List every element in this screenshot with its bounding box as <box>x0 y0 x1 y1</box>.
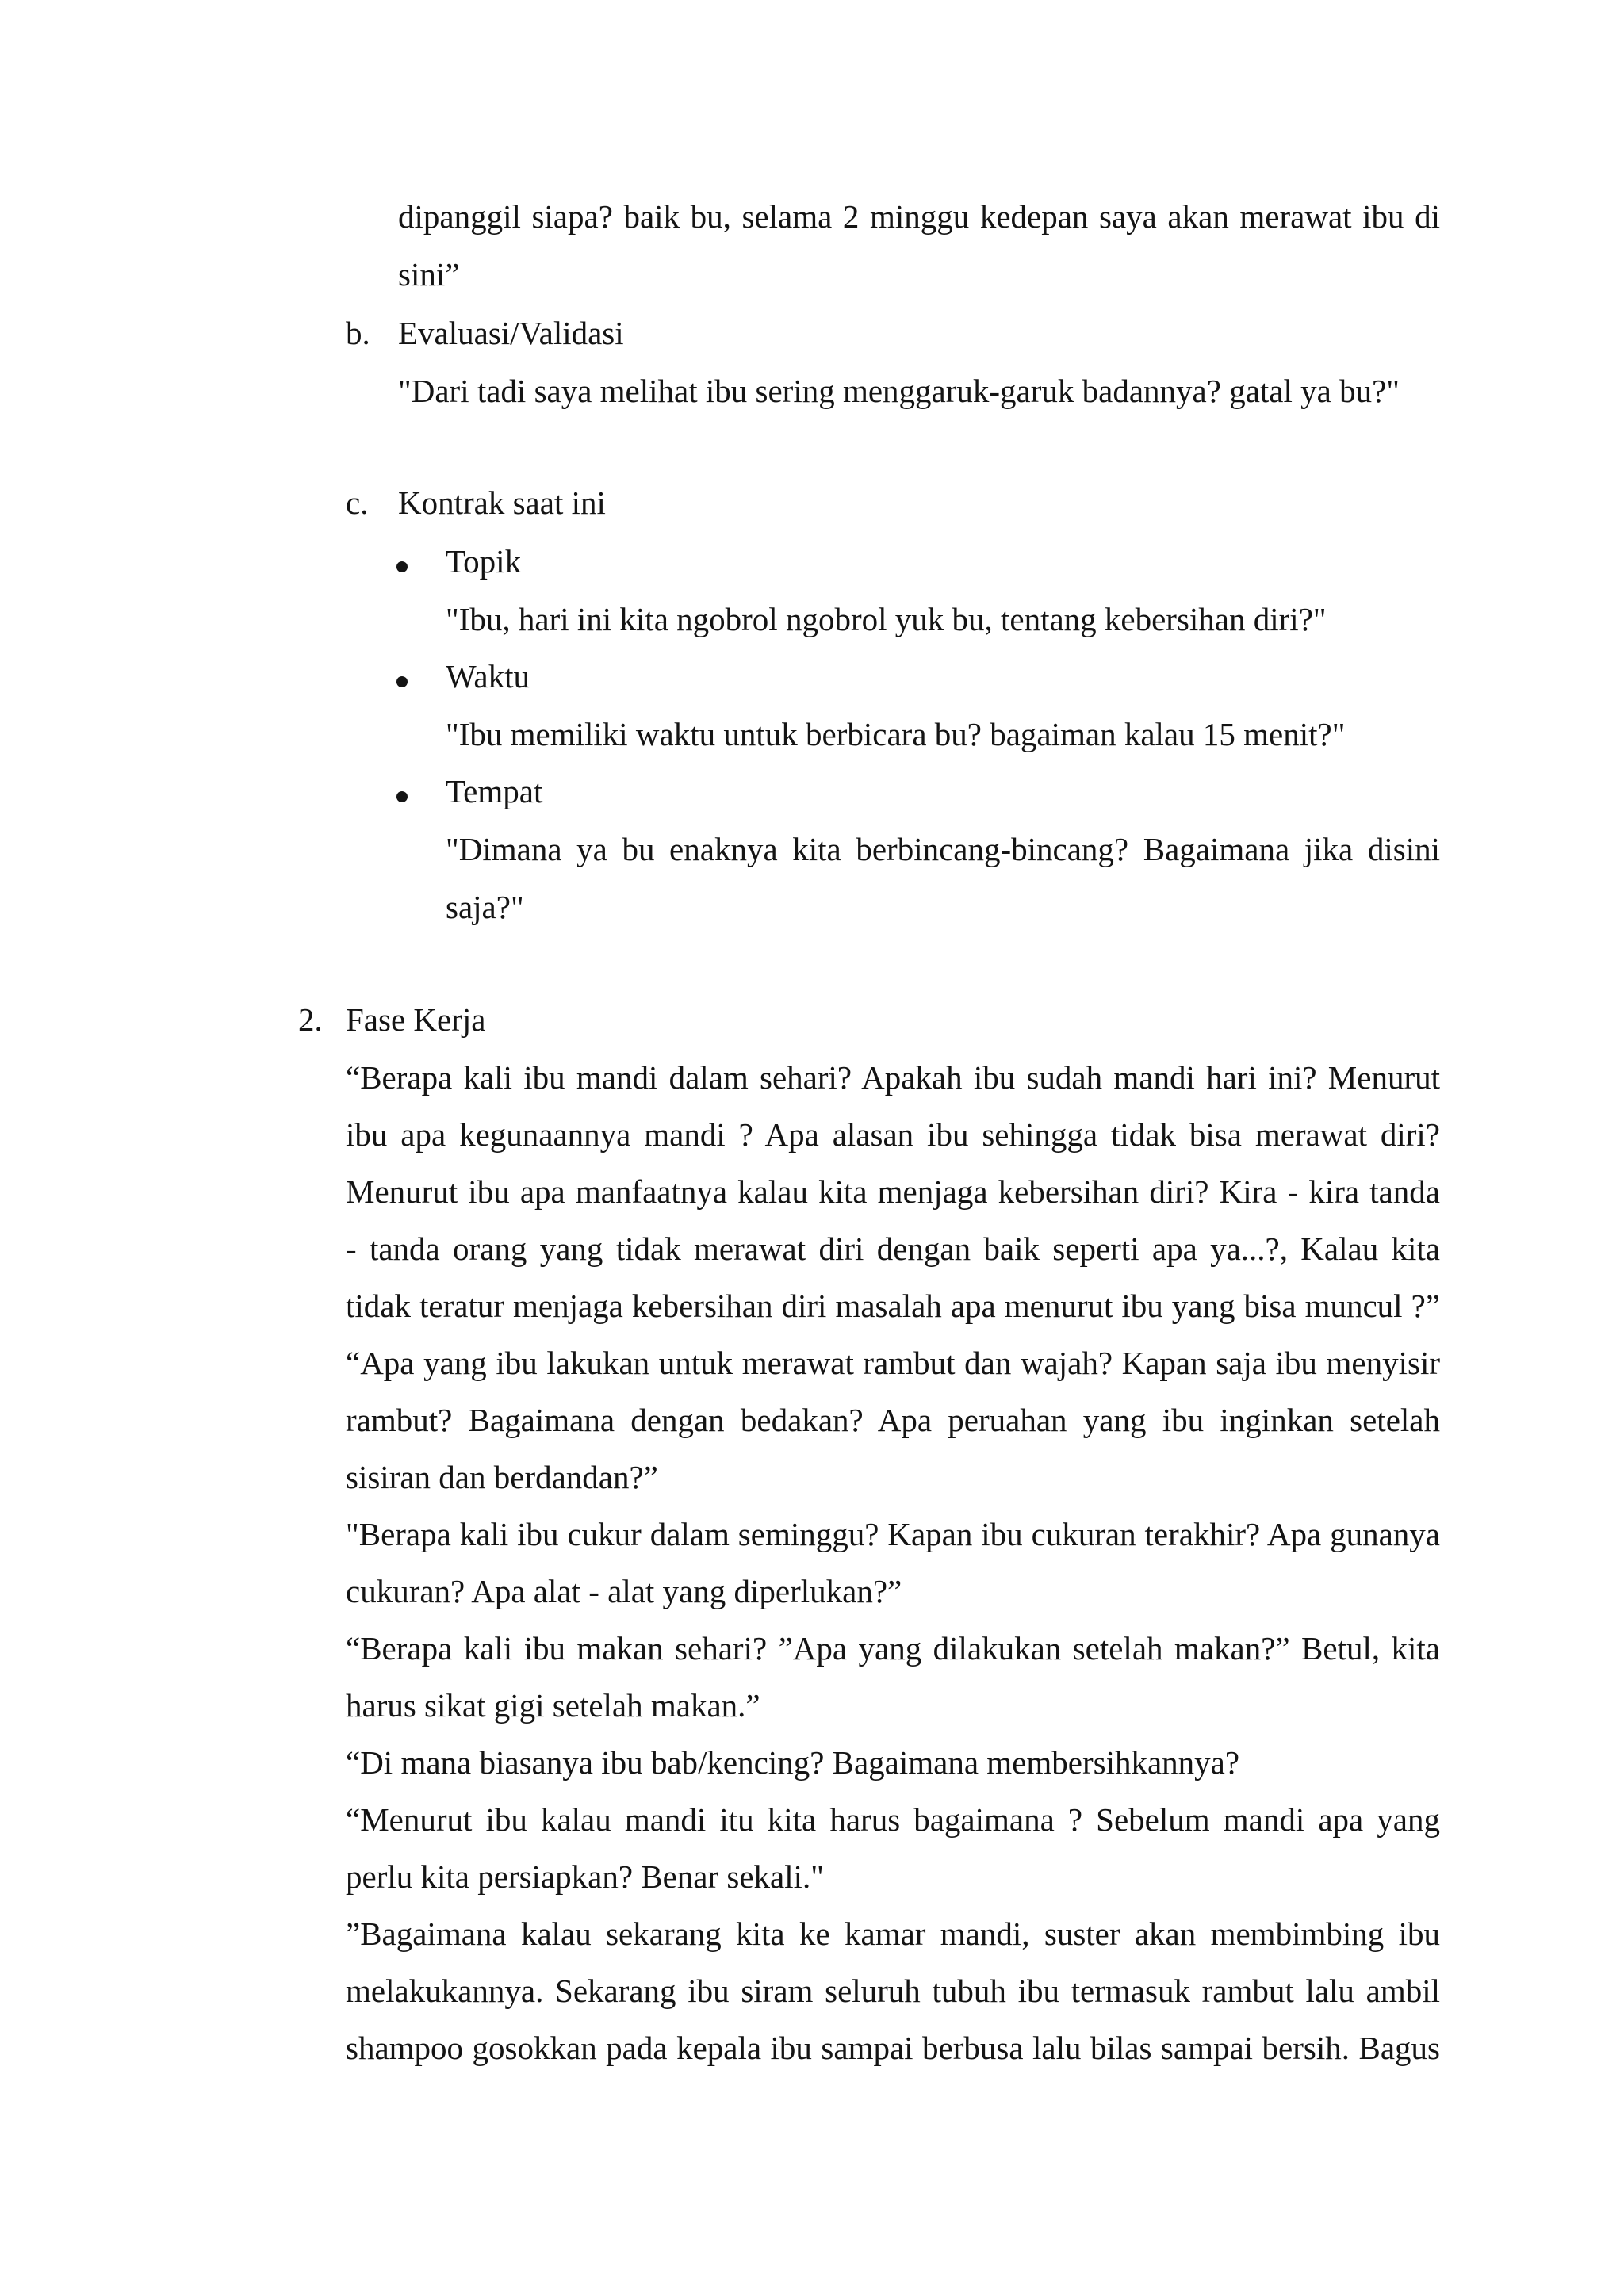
bullet-waktu-text: "Ibu memiliki waktu untuk berbicara bu? bagaiman kalau 15 menit?" <box>446 716 1346 752</box>
body-line: perlu kita persiapkan? Benar sekali." <box>346 1858 825 1895</box>
bullet-waktu-heading: Waktu <box>446 658 530 695</box>
body-line: “Di mana biasanya ibu bab/kencing? Bagaimana membersihkannya? <box>346 1744 1240 1781</box>
bullet-topik-heading: Topik <box>446 543 522 580</box>
item-c-heading: Kontrak saat ini <box>398 484 606 521</box>
body-line: Menurut ibu apa manfaatnya kalau kita menjaga kebersihan diri? Kira - kira tanda <box>346 1173 1440 1210</box>
item-b-text: "Dari tadi saya melihat ibu sering menggaruk-garuk badannya? gatal ya bu?" <box>398 373 1400 409</box>
bullet-icon <box>396 791 408 802</box>
body-line: sisiran dan berdandan?” <box>346 1459 658 1495</box>
body-line: tidak teratur menjaga kebersihan diri masalah apa menurut ibu yang bisa muncul ?” <box>346 1288 1440 1324</box>
body-line: melakukannya. Sekarang ibu siram seluruh tubuh ibu termasuk rambut lalu ambil <box>346 1973 1440 2009</box>
body-line: “Menurut ibu kalau mandi itu kita harus bagaimana ? Sebelum mandi apa yang <box>346 1801 1440 1838</box>
body-line: ”Bagaimana kalau sekarang kita ke kamar mandi, suster akan membimbing ibu <box>346 1915 1440 1952</box>
body-line: “Berapa kali ibu mandi dalam sehari? Apakah ibu sudah mandi hari ini? Menurut <box>346 1059 1440 1096</box>
bullet-icon <box>396 561 408 572</box>
intro-line: dipanggil siapa? baik bu, selama 2 minggu kedepan saya akan merawat ibu di <box>398 198 1440 235</box>
body-line: harus sikat gigi setelah makan.” <box>346 1687 760 1724</box>
intro-line: sini” <box>398 256 460 293</box>
body-line: “Berapa kali ibu makan sehari? ”Apa yang dilakukan setelah makan?” Betul, kita <box>346 1630 1440 1667</box>
bullet-topik-text: "Ibu, hari ini kita ngobrol ngobrol yuk bu, tentang kebersihan diri?" <box>446 601 1327 637</box>
bullet-tempat-text: "Dimana ya bu enaknya kita berbincang-bincang? Bagaimana jika disini <box>446 831 1440 867</box>
list-marker-c: c. <box>346 484 369 521</box>
body-line: ibu apa kegunaannya mandi ? Apa alasan ibu sehingga tidak bisa merawat diri? <box>346 1116 1440 1153</box>
item-b-heading: Evaluasi/Validasi <box>398 315 624 351</box>
list-marker-2: 2. <box>298 1001 323 1038</box>
body-line: rambut? Bagaimana dengan bedakan? Apa peruahan yang ibu inginkan setelah <box>346 1402 1440 1438</box>
bullet-tempat-heading: Tempat <box>446 773 543 809</box>
list-marker-b: b. <box>346 315 370 351</box>
body-line: - tanda orang yang tidak merawat diri dengan baik seperti apa ya...?, Kalau kita <box>346 1230 1440 1267</box>
bullet-tempat-text: saja?" <box>446 889 524 925</box>
body-line: cukuran? Apa alat - alat yang diperlukan?” <box>346 1573 902 1609</box>
bullet-icon <box>396 676 408 687</box>
body-line: "Berapa kali ibu cukur dalam seminggu? Kapan ibu cukuran terakhir? Apa gunanya <box>346 1516 1440 1552</box>
section-2-heading: Fase Kerja <box>346 1001 486 1038</box>
body-line: shampoo gosokkan pada kepala ibu sampai berbusa lalu bilas sampai bersih. Bagus <box>346 2030 1440 2066</box>
body-line: “Apa yang ibu lakukan untuk merawat rambut dan wajah? Kapan saja ibu menyisir <box>346 1345 1440 1381</box>
